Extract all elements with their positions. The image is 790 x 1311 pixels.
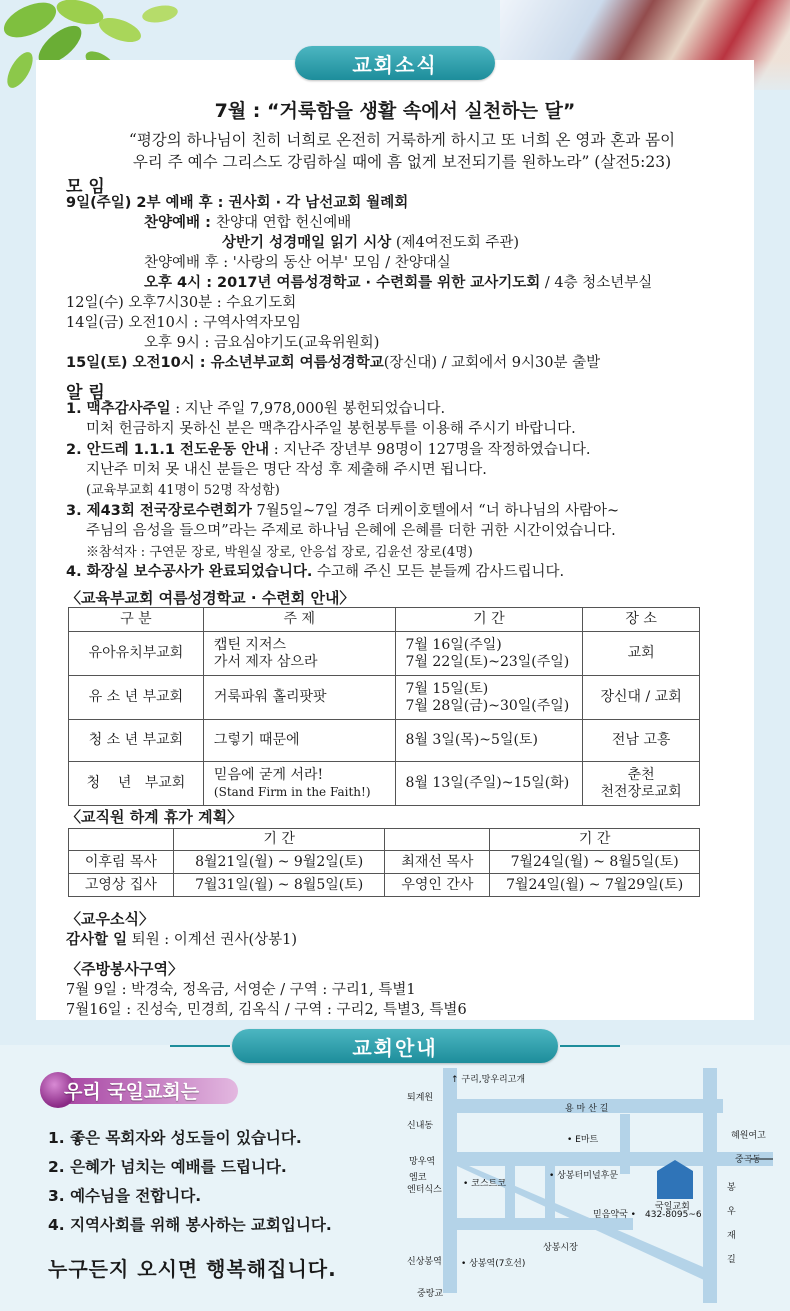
dept-cell: 유아유치부교회	[69, 632, 204, 676]
map-label: 중랑교	[417, 1289, 444, 1299]
slogan: 누구든지 오시면 행복해집니다.	[48, 1257, 337, 1281]
feature-item: 1. 좋은 목회자와 성도들이 있습니다.	[48, 1129, 302, 1147]
map-label: 상봉시장	[543, 1243, 578, 1253]
map-label: • 코스트코	[463, 1179, 506, 1189]
map-label: • 상봉역(7호선)	[461, 1259, 526, 1269]
map-label: 믿음약국 •	[593, 1210, 636, 1220]
notice-line: ※참석자 : 구연문 장로, 박원실 장로, 안응섭 장로, 김윤선 장로(4명)	[86, 545, 473, 560]
date-cell: 8월 3일(목)~5일(토)	[395, 720, 583, 762]
map-label: 중곡동	[735, 1155, 762, 1165]
table-row	[69, 676, 700, 720]
meeting-line: 14일(금) 오전10시 : 구역사역자모임	[66, 315, 302, 331]
notice-line: 주님의 음성을 들으며”라는 주제로 하나님 은혜에 은혜를 더한 귀한 시간이었습니다.	[86, 523, 616, 539]
meeting-line: 오후 9시 : 금요심야기도(교육위원회)	[144, 335, 380, 351]
place-cell: 춘천 천전장로교회	[583, 762, 700, 806]
notice-line: (교육부교회 41명이 52명 작성함)	[86, 483, 280, 498]
map-label: 망우역	[409, 1157, 436, 1167]
map-label: 신내동	[407, 1121, 434, 1131]
place-cell: 전남 고흥	[583, 720, 700, 762]
column-header: 주 제	[203, 608, 395, 632]
topic-cell: 그렇기 때문에	[203, 720, 395, 762]
notice-line: 지난주 미처 못 내신 분들은 명단 작성 후 제출해 주시면 됩니다.	[86, 462, 487, 478]
map-label: 혜원여고	[731, 1131, 766, 1141]
date-cell: 8월 13일(주일)~15일(화)	[395, 762, 583, 806]
map-label: 엔터식스	[407, 1185, 442, 1195]
dept-cell: 청 소 년 부교회	[69, 720, 204, 762]
verse-line-2: 우리 주 예수 그리스도 강림하실 때에 흠 없게 보전되기를 원하노라” (살전5:23)	[132, 153, 672, 171]
meeting-line: 찬양예배 : 찬양대 연합 헌신예배	[144, 215, 352, 231]
table-row: 고영상 집사 7월31일(월) ~ 8월5일(토) 우영인 간사 7월24일(월) ~ 7월29일(토)	[69, 874, 700, 897]
camp-heading: 〈교육부교회 여름성경학교 · 수련회 안내〉	[66, 589, 355, 607]
map-label: 엠코	[409, 1173, 427, 1183]
vacation-heading: 〈교직원 하계 휴가 계획〉	[66, 808, 243, 826]
notice-line: 1. 맥추감사주일 : 지난 주일 7,978,000원 봉헌되었습니다.	[66, 401, 446, 417]
topic-cell: 믿음에 굳게 서라! (Stand Firm in the Faith!)	[203, 762, 395, 806]
notice-line: 2. 안드레 1.1.1 전도운동 안내 : 지난주 장년부 98명이 127명을 작정하였습니다.	[66, 442, 591, 458]
table-row	[69, 720, 700, 762]
topic-cell: 캡틴 지저스 가서 제자 삼으라	[203, 632, 395, 676]
place-cell: 교회	[583, 632, 700, 676]
location-map: ↑ 구리,망우리고개 퇴계원 용 마 산 길 신내동 • E마트 혜원여고 망우역 중곡동 엠코 엔터식스 • 코스트코 • 상봉터미널후문 믿음약국 • 국일교회 432-8095~6 봉 우 재 길 상봉시장 신상봉역 • 상봉역(7호선) 중랑교	[405, 1068, 775, 1303]
notice-line: 3. 제43회 전국장로수련회가 7월5일~7일 경주 더케이호텔에서 “너 하나님의 사람아~	[66, 503, 620, 519]
map-label: 용 마 산 길	[565, 1104, 609, 1114]
map-label: ↑ 구리,망우리고개	[451, 1075, 526, 1085]
map-label: • 상봉터미널후문	[549, 1171, 619, 1181]
theme-title: 7월 : “거룩함을 생활 속에서 실천하는 달”	[214, 100, 576, 122]
camp-table	[68, 607, 700, 806]
topic-cell: 거룩파워 홀리팟팟	[203, 676, 395, 720]
church-badge	[40, 1072, 240, 1108]
kitchen-line: 7월16일 : 진성숙, 민경희, 김옥식 / 구역 : 구리2, 특별3, 특별6	[66, 1002, 467, 1018]
column-header: 기 간	[395, 608, 583, 632]
members-line: 감사할 일 퇴원 : 이계선 권사(상봉1)	[66, 932, 298, 948]
section-pill-guide: 교회안내	[232, 1029, 558, 1063]
date-cell: 7월 16일(주일) 7월 22일(토)~23일(주일)	[395, 632, 583, 676]
map-label: 퇴계원	[407, 1093, 434, 1103]
notices-heading: 알 림	[66, 383, 105, 403]
kitchen-heading: 〈주방봉사구역〉	[66, 960, 183, 978]
map-label: • E마트	[567, 1135, 599, 1145]
column-header: 장 소	[583, 608, 700, 632]
table-header-row	[69, 608, 700, 632]
column-header: 기 간	[173, 829, 385, 851]
meeting-line: 상반기 성경매일 읽기 시상 (제4여전도회 주관)	[222, 235, 520, 251]
verse-line-1: “평강의 하나님이 친히 너희로 온전히 거룩하게 하시고 또 너희 온 영과 혼과 몸이	[128, 131, 676, 149]
notice-line: 4. 화장실 보수공사가 완료되었습니다. 수고해 주신 모든 분들께 감사드립니다.	[66, 564, 565, 580]
phone-label: 432-8095~6	[645, 1210, 702, 1220]
meeting-line: 오후 4시 : 2017년 여름성경학교 · 수련회를 위한 교사기도회 / 4층 청소년부실	[144, 275, 653, 291]
column-header: 구 분	[69, 608, 204, 632]
table-header-row	[69, 829, 700, 851]
feature-item: 4. 지역사회를 위해 봉사하는 교회입니다.	[48, 1216, 332, 1234]
feature-item: 2. 은혜가 넘치는 예배를 드립니다.	[48, 1158, 287, 1176]
meetings-heading: 모 임	[66, 177, 105, 197]
meeting-line: 15일(토) 오전10시 : 유소년부교회 여름성경학교(장신대) / 교회에서 9시30분 출발	[66, 355, 601, 371]
dept-cell: 유 소 년 부교회	[69, 676, 204, 720]
column-header: 기 간	[490, 829, 700, 851]
table-row	[69, 762, 700, 806]
table-row: 이후림 목사 8월21일(월) ~ 9월2일(토) 최재선 목사 7월24일(월) ~ 8월5일(토)	[69, 851, 700, 874]
table-row	[69, 632, 700, 676]
place-cell: 장신대 / 교회	[583, 676, 700, 720]
church-label: 국일교회	[655, 1202, 690, 1212]
dept-cell: 청 년 부교회	[69, 762, 204, 806]
kitchen-line: 7월 9일 : 박경숙, 정옥금, 서영순 / 구역 : 구리1, 특별1	[66, 982, 416, 998]
feature-item: 3. 예수님을 전합니다.	[48, 1187, 202, 1205]
notice-line: 미처 헌금하지 못하신 분은 맥추감사주일 봉헌봉투를 이용해 주시기 바랍니다.	[86, 421, 576, 437]
meeting-line: 찬양예배 후 : '사랑의 동산 어부' 모임 / 찬양대실	[144, 255, 451, 271]
meeting-line: 9일(주일) 2부 예배 후 : 권사회 · 각 남선교회 월례회	[66, 195, 409, 211]
section-pill-news: 교회소식	[295, 46, 495, 80]
map-label: 신상봉역	[407, 1257, 442, 1267]
meeting-line: 12일(수) 오후7시30분 : 수요기도회	[66, 295, 297, 311]
vacation-table	[68, 828, 700, 897]
badge-text: 우리 국일교회는	[64, 1080, 200, 1103]
members-heading: 〈교우소식〉	[66, 910, 154, 928]
date-cell: 7월 15일(토) 7월 28일(금)~30일(주일)	[395, 676, 583, 720]
